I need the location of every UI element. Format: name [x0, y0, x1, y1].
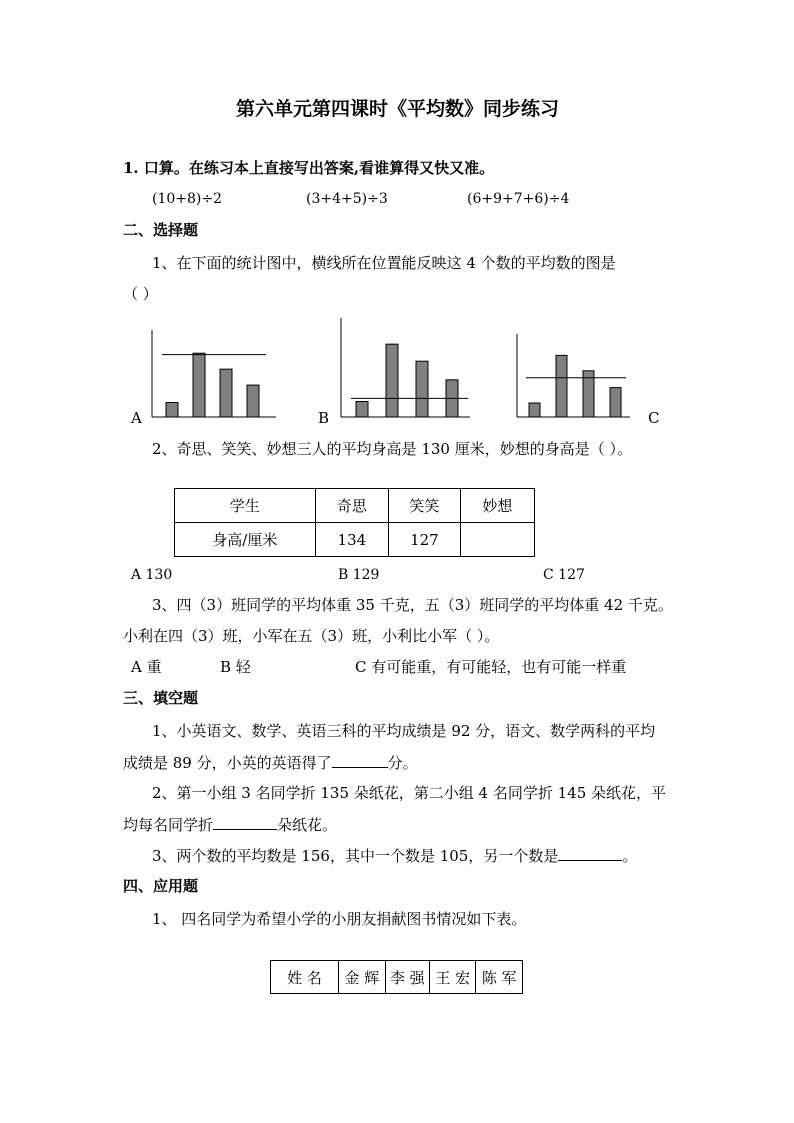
expression-1: (10+8)÷2 — [152, 191, 223, 207]
bar — [556, 355, 567, 417]
table-header: 学生 — [175, 489, 316, 523]
donation-table — [270, 960, 523, 994]
question-3-1-line2 — [123, 753, 418, 772]
option-b: B 129 — [338, 567, 380, 583]
question-2-1-blank: （ ） — [123, 285, 158, 303]
section-1-heading: 1. 口算。在练习本上直接写出答案,看谁算得又快又准。 — [123, 159, 495, 177]
bar — [220, 369, 232, 417]
page-title: 第六单元第四课时《平均数》同步练习 — [236, 98, 560, 120]
option-a: A 重 — [131, 658, 162, 676]
question-2-1-text: 1、在下面的统计图中，横线所在位置能反映这 4 个数的平均数的图是 — [152, 254, 616, 272]
table-header: 陈 军 — [476, 961, 523, 994]
table-header: 奇思 — [315, 489, 389, 523]
question-text: 分。 — [387, 754, 418, 772]
question-2-3-line2: 小利在四（3）班，小军在五（3）班，小利比小军（ ）。 — [123, 627, 500, 645]
question-3-2-line2 — [123, 815, 337, 834]
chart-c — [514, 334, 630, 420]
bar — [247, 385, 259, 417]
chart-label-c: C — [648, 409, 660, 427]
table-header: 笑笑 — [389, 489, 461, 523]
chart-a — [150, 330, 276, 420]
question-text: 。 — [622, 847, 638, 865]
table-cell — [460, 523, 534, 557]
option-c: C 有可能重，有可能轻，也有可能一样重 — [355, 658, 627, 676]
height-table — [174, 488, 535, 557]
table-cell: 身高/厘米 — [175, 523, 316, 557]
question-3-1-line1: 1、小英语文、数学、英语三科的平均成绩是 92 分，语文、数学两科的平均 — [152, 722, 656, 740]
table-cell: 127 — [389, 523, 461, 557]
section-2-heading: 二、选择题 — [123, 221, 199, 239]
table-header: 金 辉 — [339, 961, 385, 994]
bar — [416, 361, 428, 417]
answer-blank[interactable] — [332, 753, 388, 768]
bar — [166, 403, 178, 418]
chart-label-a: A — [131, 409, 142, 427]
section-4-heading: 四、应用题 — [123, 877, 199, 895]
question-2-3-line1: 3、四（3）班同学的平均体重 35 千克，五（3）班同学的平均体重 42 千克。 — [152, 596, 673, 614]
answer-blank[interactable] — [213, 815, 277, 830]
question-text: 朵纸花。 — [277, 816, 338, 834]
question-3-3 — [152, 846, 637, 865]
table-cell: 134 — [315, 523, 389, 557]
question-4-1: 1、 四名同学为希望小学的小朋友捐献图书情况如下表。 — [152, 910, 527, 928]
question-3-2-line1: 2、第一小组 3 名同学折 135 朵纸花，第二小组 4 名同学折 145 朵纸花，平 — [152, 784, 667, 802]
chart-label-b: B — [318, 409, 330, 427]
bar — [356, 402, 368, 418]
option-c: C 127 — [543, 567, 585, 583]
table-header: 李 强 — [385, 961, 430, 994]
table-header: 姓 名 — [271, 961, 339, 994]
expression-3: (6+9+7+6)÷4 — [467, 191, 570, 207]
table-header: 王 宏 — [430, 961, 476, 994]
section-3-heading: 三、填空题 — [123, 689, 199, 707]
bar — [193, 353, 205, 417]
question-2-2-text: 2、奇思、笑笑、妙想三人的平均身高是 130 厘米，妙想的身高是（ ）。 — [152, 440, 632, 458]
question-text: 成绩是 89 分，小英的英语得了 — [123, 754, 332, 772]
bar — [529, 403, 540, 417]
question-text: 3、两个数的平均数是 156，其中一个数是 105，另一个数是 — [152, 847, 559, 865]
option-a: A 130 — [131, 567, 173, 583]
table-header: 妙想 — [460, 489, 534, 523]
chart-b — [338, 318, 470, 420]
expression-2: (3+4+5)÷3 — [306, 191, 388, 207]
answer-blank[interactable] — [558, 846, 622, 861]
option-b: B 轻 — [220, 658, 251, 676]
bar — [610, 388, 621, 417]
question-text: 均每名同学折 — [123, 816, 214, 834]
bar — [386, 344, 398, 417]
